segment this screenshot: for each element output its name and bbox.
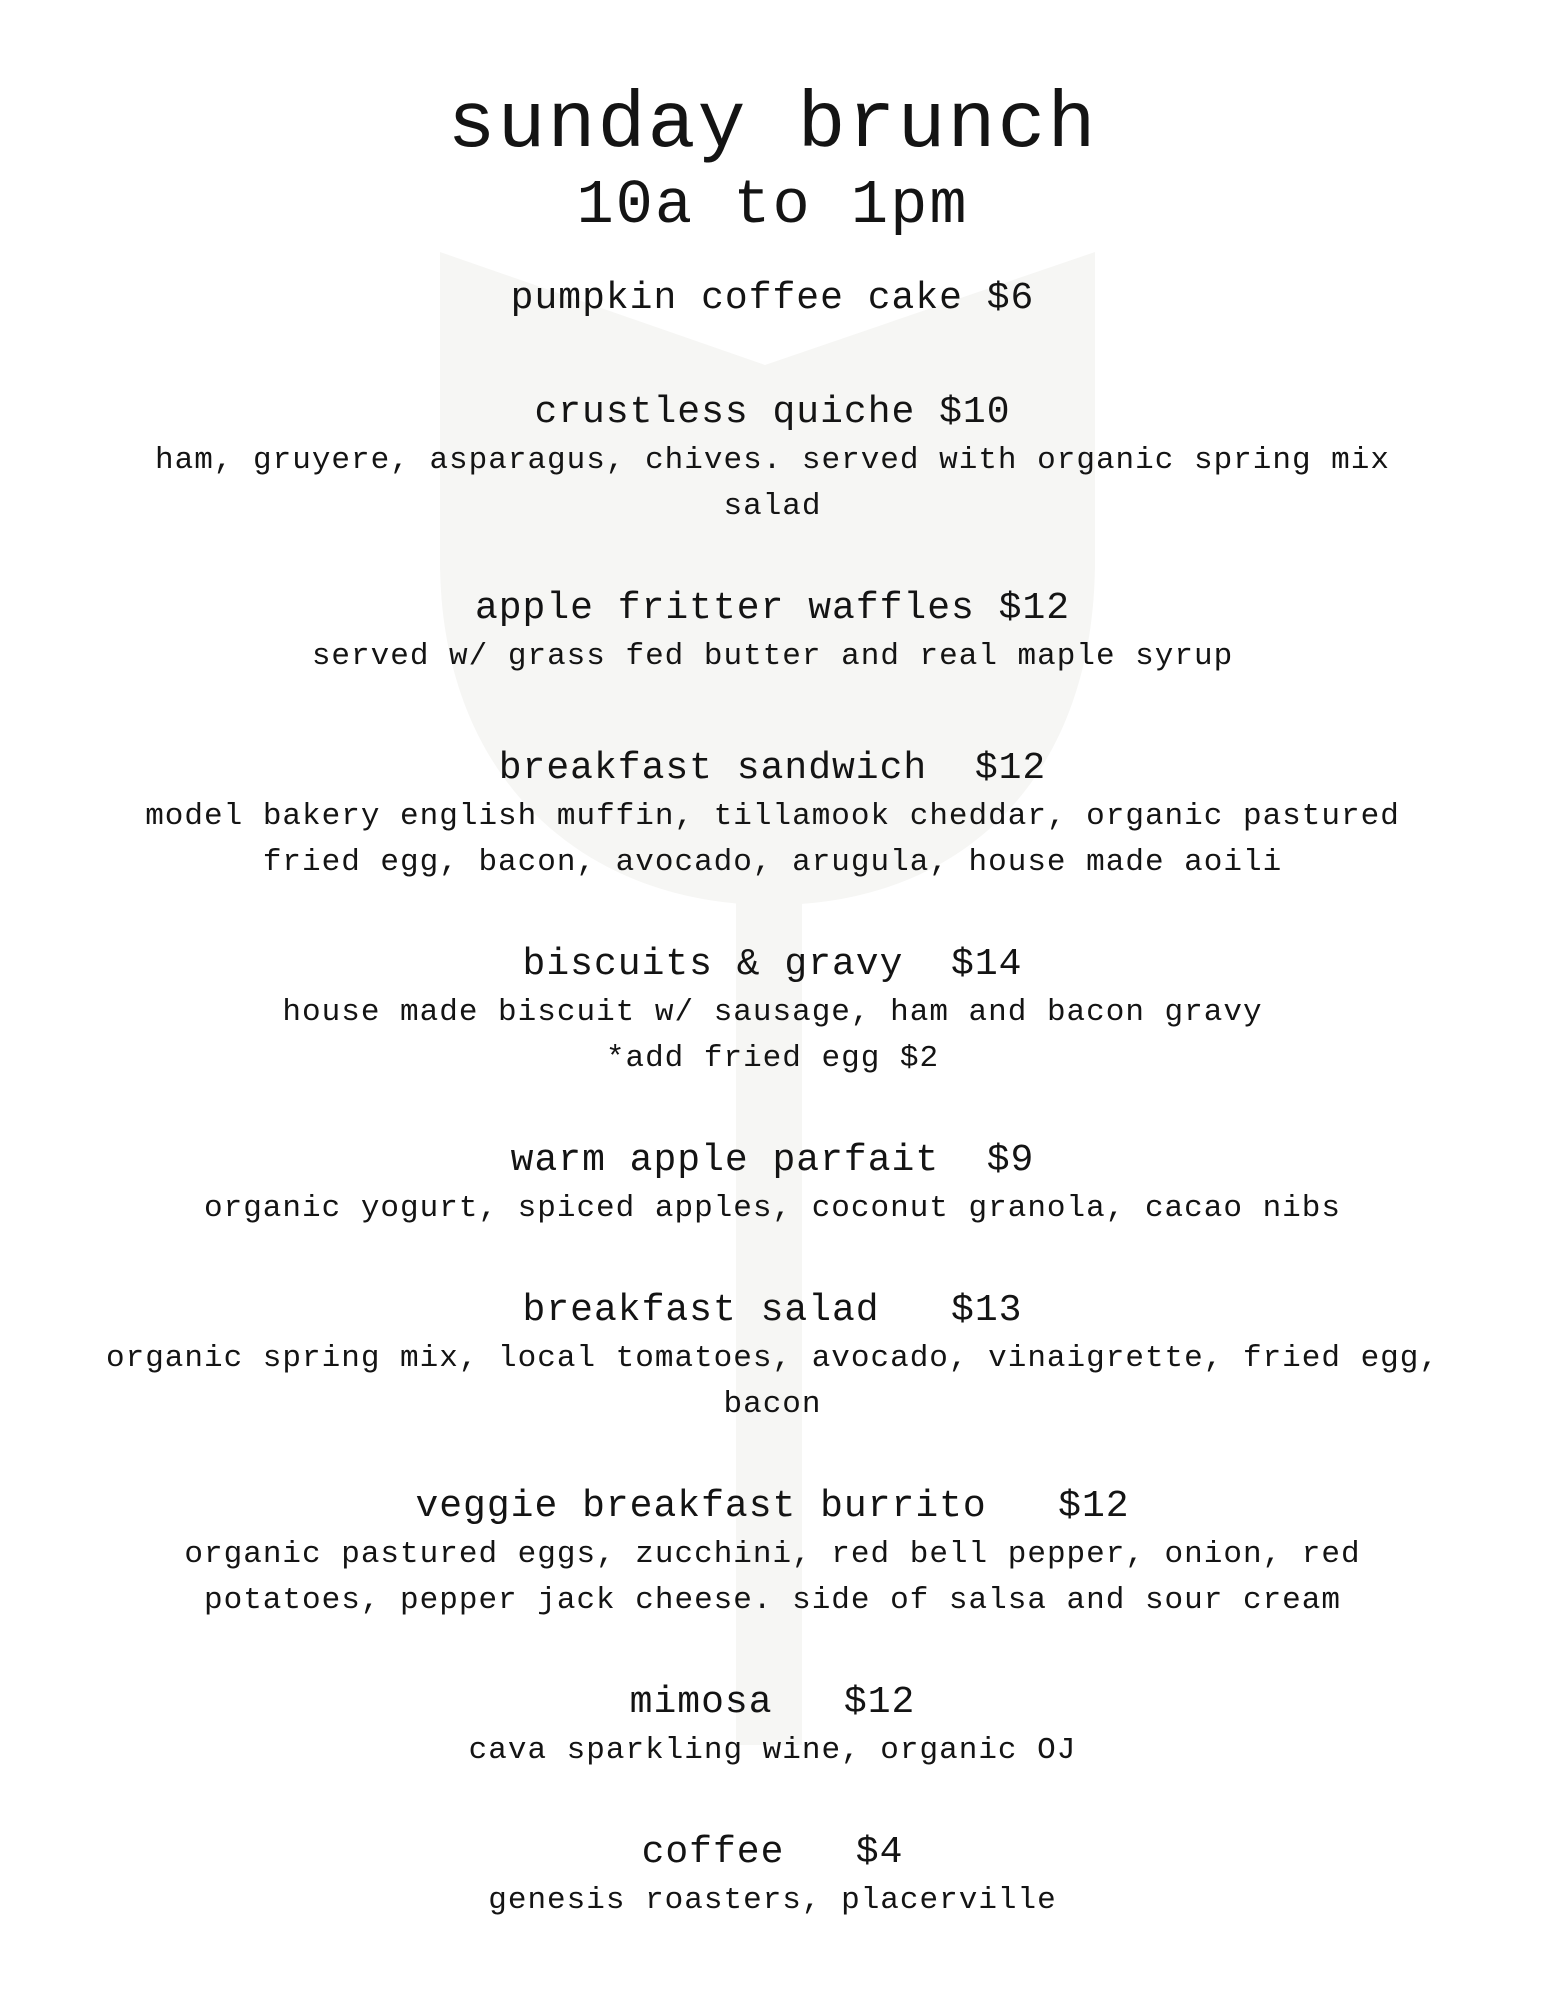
menu-item-coffee [100,1830,1445,1924]
item-name: veggie breakfast burrito $12 [415,1485,1130,1528]
menu-item-breakfast-salad [100,1288,1445,1428]
item-name: coffee $4 [641,1831,904,1874]
item-name: pumpkin coffee cake $6 [510,277,1035,320]
menu-item-crustless-quiche [100,390,1445,530]
menu-title: sunday brunch [447,80,1098,171]
item-description: organic spring mix, local tomatoes, avocado, vinaigrette, fried egg, bacon [105,1341,1439,1422]
item-description: model bakery english muffin, tillamook cheddar, organic pastured fried egg, bacon, avocado, arugula, house made aoili [145,799,1400,880]
item-name: apple fritter waffles $12 [474,587,1071,630]
item-description: served w/ grass fed butter and real maple syrup [311,639,1234,674]
item-name: mimosa $12 [629,1681,916,1724]
menu-item-breakfast-sandwich [100,746,1445,886]
item-name: breakfast sandwich $12 [498,747,1047,790]
item-name: breakfast salad $13 [522,1289,1023,1332]
menu-item-veggie-breakfast-burrito [100,1484,1445,1624]
menu-item-pumpkin-coffee-cake [100,276,1445,322]
item-description: genesis roasters, placerville [488,1883,1057,1918]
menu-item-warm-apple-parfait [100,1138,1445,1232]
item-name: crustless quiche $10 [534,391,1011,434]
item-description: organic yogurt, spiced apples, coconut granola, cacao nibs [204,1191,1341,1226]
item-description: ham, gruyere, asparagus, chives. served with organic spring mix salad [155,443,1390,524]
item-name: biscuits & gravy $14 [522,943,1023,986]
item-description: cava sparkling wine, organic OJ [468,1733,1077,1768]
menu-item-biscuits-and-gravy [100,942,1445,1082]
service-hours: 10a to 1pm [576,170,969,241]
item-name: warm apple parfait $9 [510,1139,1035,1182]
item-description: organic pastured eggs, zucchini, red bell pepper, onion, red potatoes, pepper jack cheese. side of salsa and sour cream [184,1537,1361,1618]
item-description: house made biscuit w/ sausage, ham and bacon gravy [282,995,1263,1030]
menu-item-mimosa [100,1680,1445,1774]
menu-item-apple-fritter-waffles [100,586,1445,680]
item-addon-note: *add fried egg $2 [605,1041,940,1076]
